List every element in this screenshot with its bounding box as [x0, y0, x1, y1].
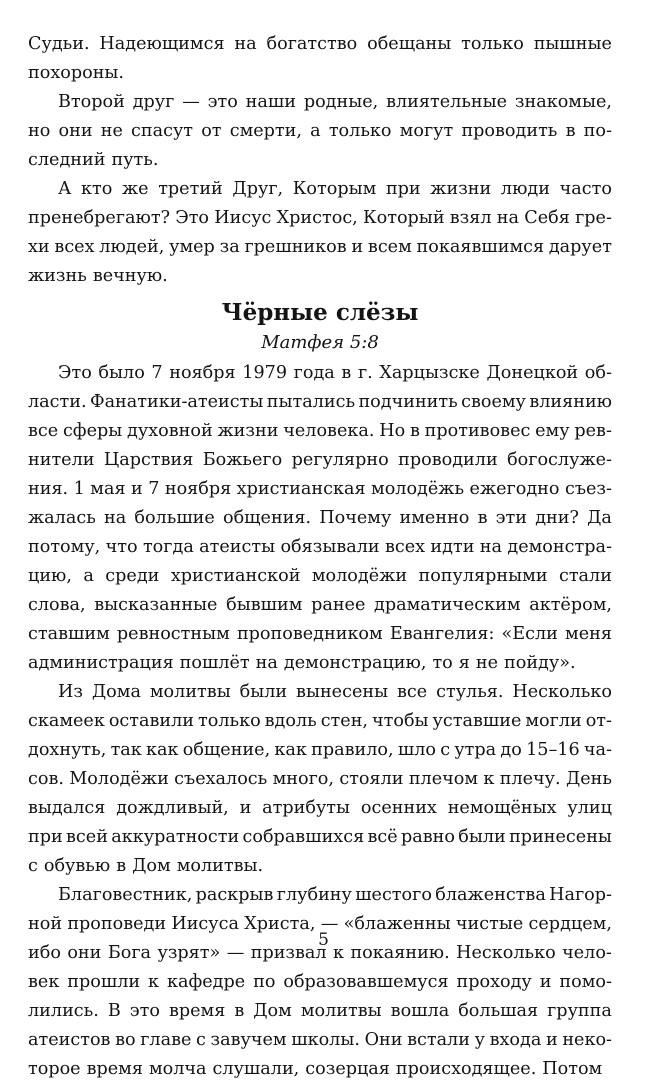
- text-line: с обувью в Дом молитвы.: [28, 856, 264, 876]
- paragraph: [28, 881, 612, 1084]
- text-line: ставшим ревностным проповедником Евангелия: «Если меня: [28, 624, 612, 644]
- text-line: век прошли к кафедре по образовавшемуся проходу и помо-: [28, 972, 612, 992]
- text-line: дохнуть, так как общение, как правило, шло с утра до 15–16 ча-: [28, 740, 612, 760]
- paragraph: [28, 175, 612, 291]
- text-line: пренебрегают? Это Иисус Христос, Который взял на Себя гре-: [28, 208, 612, 228]
- text-line: лились. В это время в Дом молитвы вошла большая группа: [28, 1001, 612, 1021]
- text-line: Судьи. Надеющимся на богатство обещаны только пышные: [28, 34, 612, 54]
- text-line: жизнь вечную.: [28, 266, 168, 286]
- text-line: ибо они Бога узрят» — призвал к покаянию. Несколько чело-: [28, 943, 612, 963]
- paragraph: [28, 30, 612, 88]
- text-line: атеистов во главе с завучем школы. Они встали у входа и неко-: [28, 1030, 612, 1050]
- text-line: ной проповеди Иисуса Христа, — «блаженны чистые сердцем,: [28, 914, 612, 934]
- page-number: 5: [318, 930, 329, 950]
- text-line: ласти. Фанатики-атеисты пытались подчинить своему влиянию: [28, 392, 612, 412]
- text-line: все сферы духовной жизни человека. Но в противовес ему рев-: [28, 421, 612, 441]
- text-line: администрация пошлёт на демонстрацию, то я не пойду».: [28, 653, 576, 673]
- text-line: Второй друг — это наши родные, влиятельные знакомые,: [58, 92, 612, 112]
- text-line: нители Царствия Божьего регулярно проводили богослуже-: [28, 450, 612, 470]
- paragraph: [28, 359, 612, 678]
- text-line: Благовестник, раскрыв глубину шестого блаженства Нагор-: [58, 885, 612, 905]
- text-line: цию, а среди христианской молодёжи популярными стали: [28, 566, 612, 586]
- text-line: при всей аккуратности собравшихся всё равно были принесены: [28, 827, 612, 847]
- text-line: сов. Молодёжи съехалось много, стояли плечом к плечу. День: [28, 769, 612, 789]
- text-line: торое время молча слушали, созерцая происходящее. Потом: [28, 1059, 603, 1079]
- text-line: Из Дома молитвы были вынесены все стулья. Несколько: [58, 682, 612, 702]
- text-line: хи всех людей, умер за грешников и всем покаявшимся дарует: [28, 237, 612, 257]
- text-line: Это было 7 ноября 1979 года в г. Харцызске Донецкой об-: [58, 363, 612, 383]
- text-line: потому, что тогда атеисты обязывали всех идти на демонстра-: [28, 537, 612, 557]
- text-line: но они не спасут от смерти, а только могут проводить в по-: [28, 121, 612, 141]
- text-line: выдался дождливый, и атрибуты осенних немощёных улиц: [28, 798, 612, 818]
- text-line: ния. 1 мая и 7 ноября христианская молодёжь ежегодно съез-: [28, 479, 612, 499]
- text-line: слова, высказанные бывшим ранее драматическим актёром,: [28, 595, 612, 615]
- text-line: А кто же третий Друг, Которым при жизни люди часто: [58, 179, 612, 199]
- scripture-reference: Матфея 5:8: [261, 332, 379, 353]
- section-heading: Чёрные слёзы: [221, 299, 419, 326]
- text-line: скамеек оставили только вдоль стен, чтобы уставшие могли от-: [28, 711, 612, 731]
- text-line: жалась на большие общения. Почему именно в эти дни? Да: [28, 508, 612, 528]
- text-column: [28, 30, 612, 1084]
- text-line: следний путь.: [28, 150, 159, 170]
- text-line: похороны.: [28, 63, 125, 83]
- paragraph: [28, 678, 612, 881]
- paragraph: [28, 88, 612, 175]
